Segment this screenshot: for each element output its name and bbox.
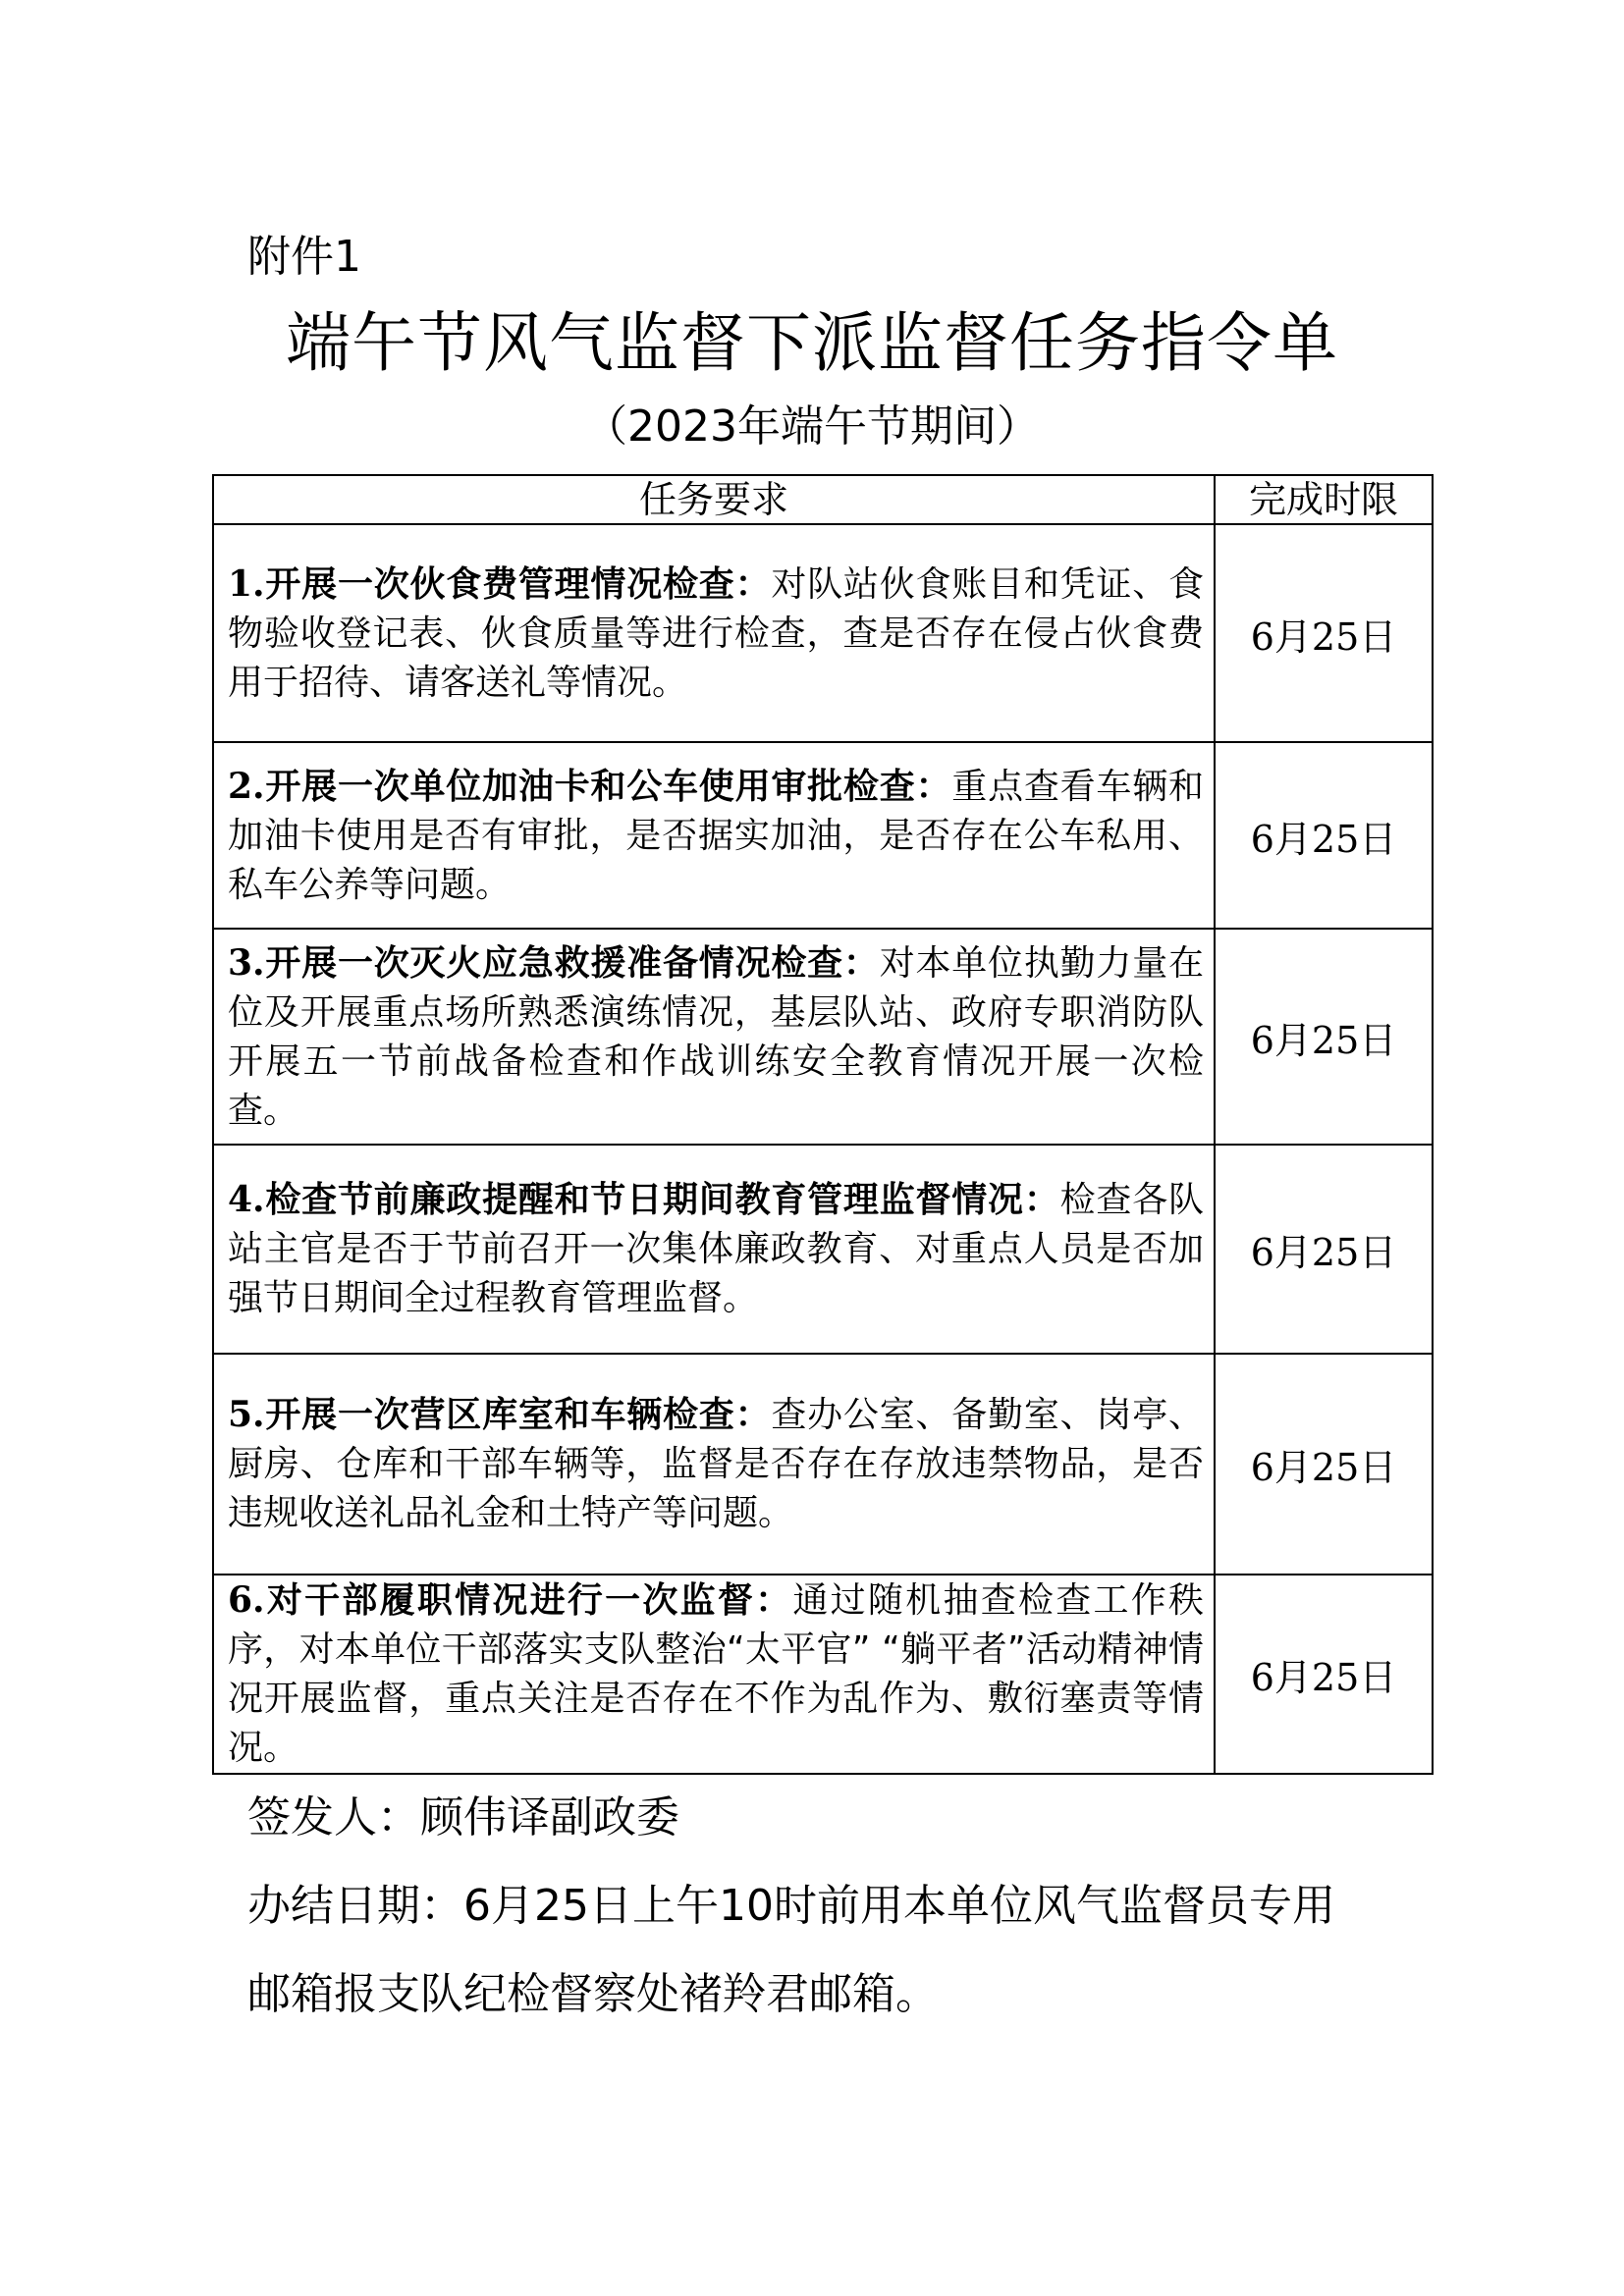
- table-row: [213, 1354, 1433, 1575]
- task-table: [212, 474, 1434, 1775]
- attachment-label: 附件1: [247, 232, 361, 282]
- task-number: 2.: [228, 765, 265, 807]
- header-deadline: 完成时限: [1215, 475, 1433, 524]
- task-number: 3.: [228, 941, 265, 984]
- signer-line: 签发人：顾伟译副政委: [247, 1792, 679, 1842]
- task-number: 4.: [228, 1179, 265, 1220]
- task-requirement: [213, 1145, 1215, 1354]
- task-number: 6.: [228, 1579, 265, 1621]
- task-heading: 开展一次灭火应急救援准备情况检查：: [264, 942, 880, 984]
- task-deadline: 6月25日: [1215, 1354, 1433, 1575]
- table-row: [213, 1575, 1433, 1774]
- task-heading: 开展一次伙食费管理情况检查：: [264, 563, 772, 605]
- task-deadline: 6月25日: [1215, 929, 1433, 1145]
- task-deadline: 6月25日: [1215, 1575, 1433, 1774]
- table-row: [213, 742, 1433, 929]
- task-requirement: [213, 1575, 1215, 1774]
- task-text: 检查各队站主官是否于节前召开一次集体廉政教育、对重点人员是否加强节日期间全过程教育管理监督。: [228, 1180, 1204, 1318]
- task-requirement: [213, 929, 1215, 1145]
- table-row: [213, 524, 1433, 742]
- task-text: 通过随机抽查检查工作秩序，对本单位干部落实支队整治“太平官” “躺平者”活动精神情况开展监督，重点关注是否存在不作为乱作为、敷衍塞责等情况。: [228, 1580, 1204, 1768]
- task-deadline: 6月25日: [1215, 1145, 1433, 1354]
- document-subtitle: （2023年端午节期间）: [584, 401, 1040, 452]
- task-text: 对本单位执勤力量在位及开展重点场所熟悉演练情况，基层队站、政府专职消防队开展五一节前战备检查和作战训练安全教育情况开展一次检查。: [228, 942, 1204, 1131]
- table-header-row: [213, 475, 1433, 524]
- task-heading: 开展一次单位加油卡和公车使用审批检查：: [264, 766, 952, 807]
- task-deadline: 6月25日: [1215, 524, 1433, 742]
- task-text: 重点查看车辆和加油卡使用是否有审批，是否据实加油，是否存在公车私用、私车公养等问题。: [228, 766, 1204, 905]
- task-requirement: [213, 524, 1215, 742]
- document-title: 端午节风气监督下派监督任务指令单: [286, 305, 1338, 381]
- task-requirement: [213, 742, 1215, 929]
- table-row: [213, 1145, 1433, 1354]
- task-requirement: [213, 1354, 1215, 1575]
- header-task-requirements: 任务要求: [213, 475, 1215, 524]
- task-text: 对队站伙食账目和凭证、食物验收登记表、伙食质量等进行检查，查是否存在侵占伙食费用于招待、请客送礼等情况。: [228, 563, 1204, 703]
- task-number: 5.: [228, 1394, 265, 1435]
- table-row: [213, 929, 1433, 1145]
- task-number: 1.: [228, 562, 265, 605]
- task-heading: 对干部履职情况进行一次监督：: [264, 1580, 793, 1621]
- completion-deadline-line: 办结日期：6月25日上午10时前用本单位风气监督员专用: [247, 1881, 1335, 1931]
- task-heading: 开展一次营区库室和车辆检查：: [264, 1395, 772, 1435]
- task-heading: 检查节前廉政提醒和节日期间教育管理监督情况：: [264, 1180, 1060, 1220]
- completion-deadline-line-continued: 邮箱报支队纪检督察处褚羚君邮箱。: [247, 1969, 939, 2019]
- task-deadline: 6月25日: [1215, 742, 1433, 929]
- task-text: 查办公室、备勤室、岗亭、厨房、仓库和干部车辆等，监督是否存在存放违禁物品，是否违规收送礼品礼金和土特产等问题。: [228, 1395, 1204, 1533]
